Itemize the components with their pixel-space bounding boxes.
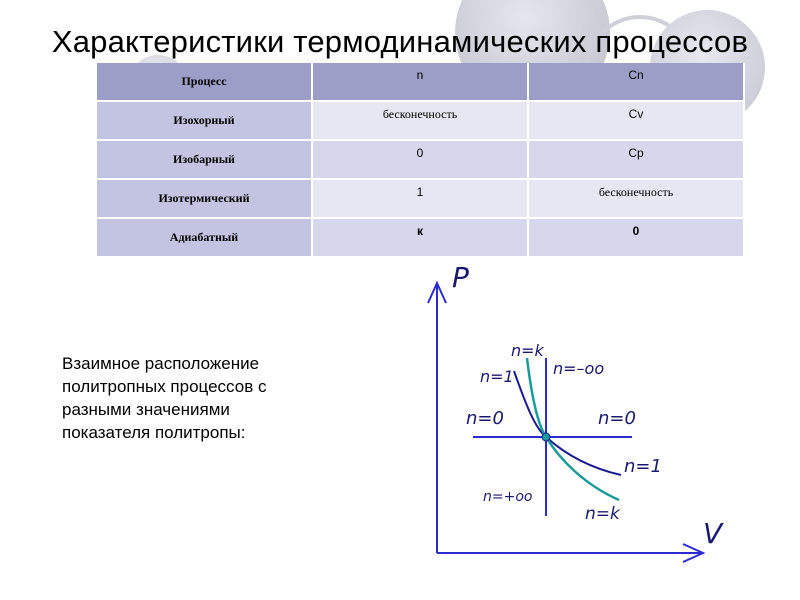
x-axis-label: V [703,517,723,550]
intersection-point [542,433,550,441]
cell-process: Изобарный [97,140,312,179]
label-n-plus-inf: n=+oo [483,489,533,505]
cell-n: 1 [312,179,528,218]
cell-process: Изохорный [97,101,312,140]
page-title: Характеристики термодинамических процессов [51,24,749,59]
description-line: политропных процессов с [62,377,267,396]
label-n-k-bottom: n=k [585,504,620,524]
label-n-1-top: n=1 [480,367,514,386]
label-n-0-right: n=0 [598,408,636,429]
header-n: n [312,63,528,101]
cell-cn: бесконечность [528,179,744,218]
header-process: Процесс [97,63,312,101]
cell-cn: 0 [528,218,744,257]
cell-cn: Cp [528,140,744,179]
description-line: разными значениями [62,400,230,419]
cell-process: Адиабатный [97,218,312,257]
cell-process: Изотермический [97,179,312,218]
cell-n: бесконечность [312,101,528,140]
label-n-1-right: n=1 [624,456,662,477]
description-line: Взаимное расположение [62,354,260,373]
cell-n: к [312,218,528,257]
adiabat-curve [527,358,619,500]
description-line: показателя политропы: [62,423,246,442]
cell-cn: Cv [528,101,744,140]
cell-n: 0 [312,140,528,179]
label-n-0-left: n=0 [466,408,504,429]
header-cn: Cn [528,63,744,101]
label-n-minus-inf: n=–oo [553,359,605,378]
label-n-k-top: n=k [511,341,544,360]
y-axis-label: P [452,261,469,294]
